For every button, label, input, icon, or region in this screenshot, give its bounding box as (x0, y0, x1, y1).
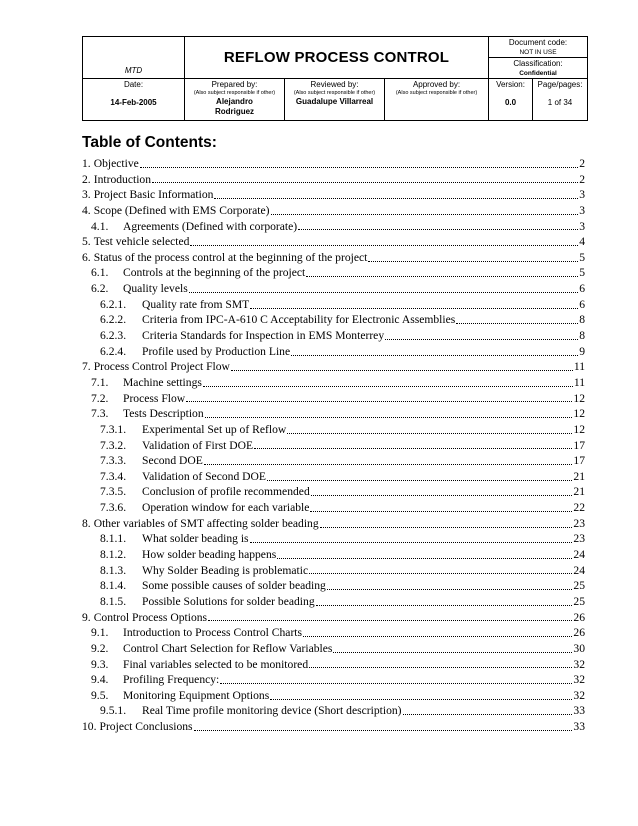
toc-entry-page: 8 (579, 329, 585, 343)
toc-entry-page: 23 (573, 532, 585, 546)
toc-entry-number: 6.2. (91, 282, 109, 296)
toc-entry[interactable] (82, 391, 585, 407)
toc-entry-title: Conclusion of profile recommended (142, 485, 310, 499)
toc-entry[interactable] (82, 563, 585, 579)
toc-entry-page: 3 (579, 203, 585, 217)
toc-entry[interactable] (82, 422, 585, 438)
toc-entry-page: 5 (579, 250, 585, 264)
toc-entry-number: 7.3.1. (100, 422, 127, 436)
prepared-label: Prepared by: (211, 80, 258, 89)
toc-dot-leader (186, 392, 572, 404)
toc-entry-number: 7.1. (91, 375, 109, 389)
toc-entry-title: Validation of First DOE (142, 438, 254, 452)
toc-entry-title: Process Control Project Flow (93, 360, 230, 374)
toc-entry[interactable] (82, 594, 585, 610)
toc-entry-number: 9. (82, 610, 91, 624)
toc-dot-leader (271, 205, 579, 217)
reviewed-label: Reviewed by: (310, 80, 359, 89)
toc-entry-number: 10. (82, 720, 97, 734)
toc-entry-title: Objective (93, 157, 139, 170)
toc-entry[interactable] (82, 516, 585, 532)
toc-dot-leader (333, 643, 572, 655)
toc-dot-leader (254, 439, 572, 451)
toc-dot-leader (152, 173, 578, 185)
toc-entry-number: 6.2.4. (100, 344, 127, 358)
reviewed-by-cell (285, 79, 385, 121)
toc-entry[interactable] (82, 688, 585, 704)
toc-entry-number: 3. (82, 188, 91, 202)
version-cell (489, 79, 533, 121)
toc-entry-title: How solder beading happens (142, 548, 277, 562)
toc-entry-page: 6 (579, 282, 585, 296)
toc-entry[interactable] (82, 281, 585, 297)
toc-entry[interactable] (82, 234, 585, 250)
toc-entry-number: 9.5.1. (100, 704, 127, 718)
toc-entry-title: Criteria from IPC-A-610 C Acceptability for Electronic Assemblies (142, 313, 456, 327)
toc-entry-page: 2 (579, 157, 585, 170)
toc-entry-title: Profiling Frequency: (123, 673, 220, 687)
version-label: Version: (496, 80, 525, 89)
toc-entry-title: Tests Description (123, 407, 204, 421)
toc-entry-title: Control Process Options (93, 610, 208, 624)
approved-note: (Also subject responsible if other) (395, 90, 478, 96)
toc-entry[interactable] (82, 265, 585, 281)
toc-dot-leader (231, 361, 573, 373)
toc-entry[interactable] (82, 531, 585, 547)
toc-dot-leader (208, 611, 572, 623)
toc-entry-title: Quality rate from SMT (142, 297, 250, 311)
toc-entry-number: 8. (82, 516, 91, 530)
toc-entry[interactable] (82, 500, 585, 516)
toc-entry-number: 8.1.2. (100, 548, 127, 562)
toc-entry-page: 26 (573, 610, 585, 624)
toc-entry-number: 7.3.3. (100, 454, 127, 468)
toc-entry-page: 5 (579, 266, 585, 280)
toc-entry-page: 8 (579, 313, 585, 327)
toc-entry-page: 24 (573, 563, 585, 577)
document-code-block (489, 37, 588, 79)
toc-dot-leader (320, 518, 573, 530)
toc-entry[interactable] (82, 359, 585, 375)
toc-entry[interactable] (82, 438, 585, 454)
toc-entry-title: Test vehicle selected (93, 235, 190, 249)
toc-entry-number: 7.3.4. (100, 469, 127, 483)
toc-entry-number: 2. (82, 172, 91, 186)
toc-entry-number: 6.2.3. (100, 329, 127, 343)
toc-entry-title: Profile used by Production Line (142, 344, 291, 358)
toc-entry[interactable] (82, 203, 585, 219)
toc-entry[interactable] (82, 297, 585, 313)
toc-entry-title: Project Basic Information (93, 188, 214, 202)
toc-entry-title: Second DOE (142, 454, 203, 468)
version-value: 0.0 (504, 98, 517, 107)
toc-dot-leader (267, 471, 572, 483)
date-cell (83, 79, 185, 121)
toc-entry-number: 4.1. (91, 219, 109, 233)
toc-dot-leader (310, 502, 572, 514)
toc-dot-leader (250, 299, 578, 311)
classification-value: Confidential (519, 70, 557, 77)
classification-label: Classification: (513, 59, 563, 68)
toc-entry-page: 23 (573, 516, 585, 530)
document-title: REFLOW PROCESS CONTROL (185, 37, 489, 79)
date-label: Date: (123, 80, 144, 89)
toc-entry-page: 21 (573, 469, 585, 483)
toc-entry[interactable] (82, 547, 585, 563)
toc-entry-page: 12 (573, 422, 585, 436)
toc-entry-number: 6.2.2. (100, 313, 127, 327)
reviewed-value: Guadalupe Villarreal (295, 97, 374, 106)
prepared-value: Alejandro Rodriguez (214, 97, 255, 116)
toc-entry-title: Scope (Defined with EMS Corporate) (93, 203, 270, 217)
toc-entry-number: 8.1.5. (100, 594, 127, 608)
pages-cell (533, 79, 588, 121)
doc-code-label: Document code: (508, 38, 568, 47)
toc-entry[interactable] (82, 703, 585, 719)
toc-entry[interactable] (82, 484, 585, 500)
toc-entry-title: Other variables of SMT affecting solder beading (93, 516, 319, 530)
toc-dot-leader (214, 189, 578, 201)
toc-entry[interactable] (82, 641, 585, 657)
toc-entry-page: 17 (573, 438, 585, 452)
toc-entry-title: Introduction to Process Control Charts (123, 626, 303, 640)
toc-entry-page: 25 (573, 579, 585, 593)
toc-entry-number: 9.2. (91, 641, 109, 655)
toc-dot-leader (204, 455, 573, 467)
toc-entry[interactable] (82, 406, 585, 422)
toc-dot-leader (456, 314, 578, 326)
toc-dot-leader (309, 564, 572, 576)
toc-entry-number: 7.3.2. (100, 438, 127, 452)
toc-entry[interactable] (82, 610, 585, 626)
toc-entry-number: 7.3.5. (100, 485, 127, 499)
toc-entry-page: 11 (573, 360, 585, 374)
approved-label: Approved by: (412, 80, 461, 89)
toc-entry[interactable] (82, 156, 585, 172)
toc-entry-number: 9.3. (91, 657, 109, 671)
toc-entry-page: 17 (573, 454, 585, 468)
toc-entry-page: 9 (579, 344, 585, 358)
toc-entry-page: 24 (573, 548, 585, 562)
toc-entry-number: 9.4. (91, 673, 109, 687)
toc-dot-leader (311, 486, 573, 498)
toc-dot-leader (250, 533, 573, 545)
toc-entry[interactable] (82, 312, 585, 328)
toc-entry[interactable] (82, 219, 585, 235)
toc-entry-number: 8.1.4. (100, 579, 127, 593)
toc-entry-title: Monitoring Equipment Options (123, 688, 270, 702)
toc-entry-page: 25 (573, 594, 585, 608)
toc-entry-title: Status of the process control at the beginning of the project (93, 250, 368, 264)
toc-dot-leader (194, 721, 573, 733)
toc-entry-number: 6.2.1. (100, 297, 127, 311)
prepared-by-cell (185, 79, 285, 121)
toc-entry[interactable] (82, 453, 585, 469)
toc-entry-title: Real Time profile monitoring device (Short description) (142, 704, 402, 718)
toc-entry[interactable] (82, 719, 585, 735)
toc-entry-page: 3 (579, 219, 585, 233)
date-value: 14-Feb-2005 (110, 98, 157, 107)
mtd-label: MTD (83, 37, 185, 79)
toc-entry-title: Some possible causes of solder beading (142, 579, 326, 593)
toc-dot-leader (368, 252, 578, 264)
toc-entry[interactable] (82, 672, 585, 688)
toc-entry-title: Introduction (93, 172, 152, 186)
toc-entry-title: Quality levels (123, 282, 188, 296)
toc-entry-number: 6. (82, 250, 91, 264)
toc-dot-leader (189, 283, 578, 295)
toc-entry-title: Experimental Set up of Reflow (142, 422, 287, 436)
toc-entry-page: 11 (573, 375, 585, 389)
toc-dot-leader (298, 220, 578, 232)
toc-dot-leader (306, 267, 578, 279)
toc-entry-number: 4. (82, 203, 91, 217)
toc-dot-leader (327, 580, 573, 592)
toc-entry-title: Criteria Standards for Inspection in EMS Monterrey (142, 329, 385, 343)
toc-entry-page: 4 (579, 235, 585, 249)
toc-entry-page: 33 (573, 720, 585, 734)
reviewed-note: (Also subject responsible if other) (293, 90, 376, 96)
toc-entry-title: Validation of Second DOE (142, 469, 266, 483)
toc-entry-page: 2 (579, 172, 585, 186)
toc-entry-page: 26 (573, 626, 585, 640)
toc-dot-leader (287, 424, 572, 436)
toc-entry-title: What solder beading is (142, 532, 249, 546)
toc-entry-page: 12 (573, 407, 585, 421)
toc-entry-number: 7. (82, 360, 91, 374)
toc-entry-number: 6.1. (91, 266, 109, 280)
toc-entry-number: 8.1.3. (100, 563, 127, 577)
toc-dot-leader (291, 346, 578, 358)
toc-dot-leader (403, 705, 573, 717)
toc-entry-page: 32 (573, 673, 585, 687)
toc-entry-title: Final variables selected to be monitored (123, 657, 309, 671)
toc-entry[interactable] (82, 250, 585, 266)
toc-entry-number: 9.5. (91, 688, 109, 702)
toc-entry-title: Machine settings (123, 375, 202, 389)
toc-dot-leader (303, 627, 572, 639)
toc-entry-page: 3 (579, 188, 585, 202)
doc-code-value: NOT IN USE (519, 49, 557, 56)
toc-entry[interactable] (82, 578, 585, 594)
toc-entry[interactable] (82, 328, 585, 344)
toc-entry-title: Control Chart Selection for Reflow Variables (123, 641, 333, 655)
toc-dot-leader (205, 408, 573, 420)
toc-entry-page: 21 (573, 485, 585, 499)
toc-entry[interactable] (82, 187, 585, 203)
toc-entry-page: 22 (573, 501, 585, 515)
toc-entry[interactable] (82, 657, 585, 673)
toc-dot-leader (220, 674, 572, 686)
pages-label: Page/pages: (537, 80, 583, 89)
toc-entry-title: Possible Solutions for solder beading (142, 594, 315, 608)
document-header-table (82, 36, 588, 121)
toc-entry-page: 30 (573, 641, 585, 655)
toc-entry-page: 32 (573, 657, 585, 671)
toc-entry[interactable] (82, 625, 585, 641)
toc-entry-page: 12 (573, 391, 585, 405)
toc-entry-page: 32 (573, 688, 585, 702)
toc-dot-leader (203, 377, 573, 389)
toc-entry-number: 7.3.6. (100, 501, 127, 515)
toc-entry-title: Controls at the beginning of the project (123, 266, 306, 280)
toc-dot-leader (385, 330, 578, 342)
toc-entry[interactable] (82, 469, 585, 485)
toc-entry-page: 6 (579, 297, 585, 311)
toc-entry-title: Agreements (Defined with corporate) (123, 219, 298, 233)
prepared-note: (Also subject responsible if other) (193, 90, 276, 96)
toc-entry-number: 1. (82, 157, 91, 170)
toc-entry[interactable] (82, 375, 585, 391)
toc-entry-number: 7.3. (91, 407, 109, 421)
toc-dot-leader (270, 690, 572, 702)
toc-entry-title: Process Flow (123, 391, 186, 405)
pages-value: 1 of 34 (547, 98, 573, 107)
toc-entry-page: 33 (573, 704, 585, 718)
toc-heading: Table of Contents: (82, 134, 217, 151)
toc-dot-leader (309, 658, 572, 670)
toc-dot-leader (277, 549, 572, 561)
toc-entry-title: Project Conclusions (99, 720, 193, 734)
toc-dot-leader (316, 596, 573, 608)
toc-entry-number: 9.1. (91, 626, 109, 640)
toc-entry[interactable] (82, 172, 585, 188)
approved-by-cell (385, 79, 489, 121)
toc-entry-title: Why Solder Beading is problematic (142, 563, 309, 577)
toc-entry-number: 8.1.1. (100, 532, 127, 546)
toc-entry[interactable] (82, 344, 585, 360)
table-of-contents (82, 156, 585, 735)
toc-entry-number: 5. (82, 235, 91, 249)
toc-dot-leader (190, 236, 578, 248)
toc-entry-title: Operation window for each variable (142, 501, 310, 515)
toc-entry-number: 7.2. (91, 391, 109, 405)
toc-dot-leader (140, 158, 578, 170)
